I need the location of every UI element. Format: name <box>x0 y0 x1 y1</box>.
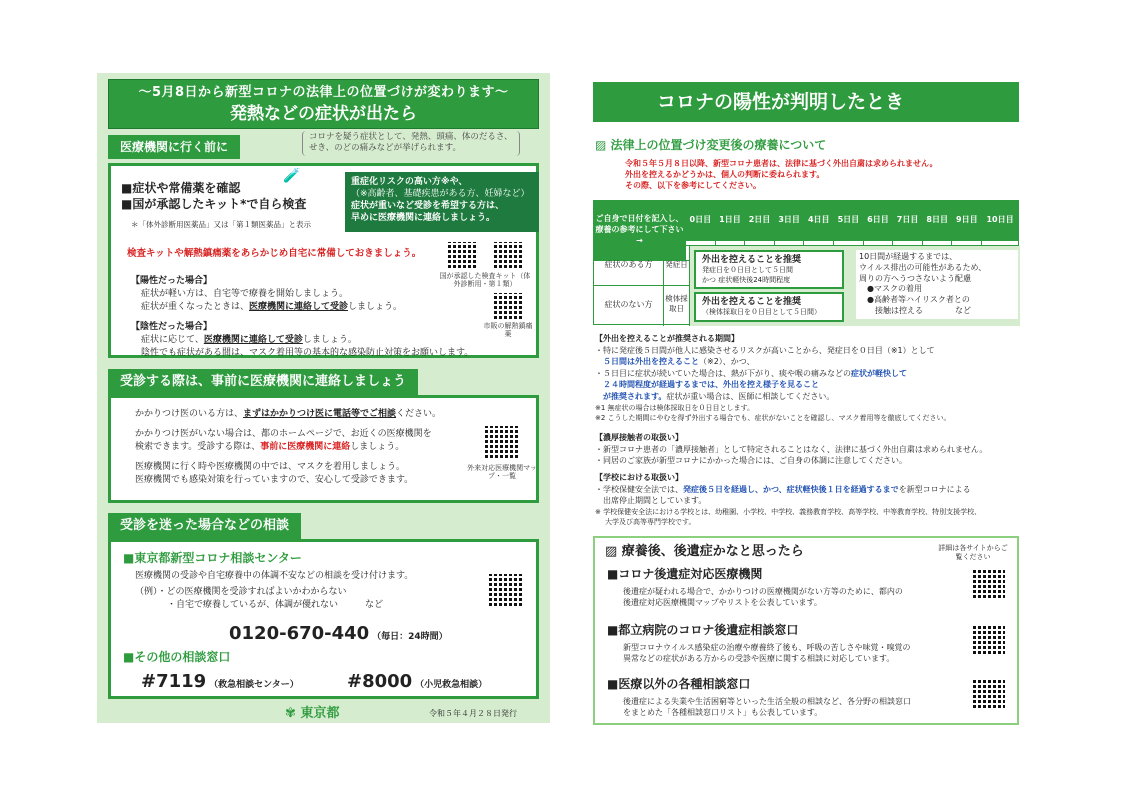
qr-code-map[interactable] <box>485 426 519 460</box>
day-10: 10日目 <box>982 201 1019 241</box>
day-6: 6日目 <box>863 201 893 241</box>
other-consult-title: ■その他の相談窓口 <box>123 650 231 664</box>
hotline-7119: #7119 （救急相談センター） <box>141 671 299 692</box>
row-symptomatic: 症状のある方 <box>594 246 664 286</box>
timeline-rows: 症状のある方 発症日 症状のない方 検体採取日 外出を控えることを推奨 発症日を０日目として５日間 かつ 症状軽快後24時間程度 外出を控えることを推奨 （検体採取日を０日目として５日間） 10日間が経過するまでは、 ウイルス排出の可能性があるため、 周りの方へうつさないよう配慮 ●マスクの着用 ●高齢者等ハイリスク者との 接触は控える など <box>593 245 1019 325</box>
table-instruction: ご自身で日付を記入し、療養の参考にして下さい→ <box>594 201 686 261</box>
arrow-symptomatic: 外出を控えることを推奨 発症日を０日目として５日間 かつ 症状軽快後24時間程度 <box>694 250 844 289</box>
consult-heading: 受診を迷った場合などの相談 <box>108 513 301 539</box>
detail-note: 詳細は各サイトからご覧ください <box>938 544 1008 562</box>
phone-number[interactable]: 0120-670-440 <box>229 623 370 644</box>
header-line2: 発熱などの症状が出たら <box>230 103 417 124</box>
qr-map-caption: 外来対応医療機関マップ・一覧 <box>467 464 537 481</box>
check-line1: ■症状や常備薬を確認 <box>121 181 241 195</box>
left-header <box>108 79 539 129</box>
consult-desc: 医療機関の受診や自宅療養中の体調不安などの相談を受け付けます。 （例）・どの医療機関を受診すればよいかわからない ・自宅で療養しているが、体調が優れない など <box>135 571 414 610</box>
qr-code-consult[interactable] <box>489 574 523 608</box>
consult-box <box>108 539 539 699</box>
post-recovery-title: ▨ 療養後、後遺症かなと思ったら <box>605 544 804 559</box>
stay-home-section: 【外出を控えることが推奨される期間】 ・特に発症後５日間が他人に感染させるリスクが高いことから、発症日を０日目（※1）として ５日間は外出を控えること（※2）、かつ、 ・５日目に症状が続いていた場合は、熱が下がり、痰や喉の痛みなどの症状が軽快して ２４時間程度が経過するまでは、外出を控え様子を見ること が推奨されます。症状が重い場合は、医師に相談してください。 ※1 無症状の場合は検体採取日を０日目とします。 ※2 こうした期間にやむを得ず外出する場合でも、症状がないことを確認し、マスク着用等を徹底してください。 <box>595 334 951 422</box>
before-visit-box <box>108 163 539 358</box>
qr-kit-caption: 国が承認した検査キット（体外診断用・第１類） <box>439 272 531 289</box>
phone-line: 0120-670-440 （毎日：24時間） <box>229 623 448 644</box>
test-kit-icon: 🧪 <box>283 168 301 184</box>
visit-text: かかりつけ医のいる方は、まずはかかりつけ医に電話等でご相談ください。 かかりつけ医がいない場合は、都のホームページで、お近くの医療機関を 検索できます。受診する際は、事前に医療機関に連絡しましょう。 医療機関に行く時や医療機関の中では、マスクを着用しましょう。 医療機関でも感染対策を行っていますので、安心して受診できます。 <box>135 409 442 485</box>
ginkgo-icon: ✾ <box>285 706 296 721</box>
right-subtitle: ▨ 法律上の位置づけ変更後の療養について <box>595 138 827 152</box>
header-line1: ～5月8日から新型コロナの法律上の位置づけが変わります～ <box>138 85 509 100</box>
tokyo-logo: ✾ 東京都 <box>285 706 340 721</box>
qr-code-kit-2[interactable] <box>494 242 522 270</box>
left-page <box>97 73 550 723</box>
day-3: 3日目 <box>774 201 804 241</box>
right-title: コロナの陽性が判明したとき <box>593 82 1019 122</box>
kit-stock-advice: 検査キットや解熱鎮痛薬をあらかじめ自宅に常備しておきましょう。 <box>127 248 422 259</box>
day-4: 4日目 <box>804 201 834 241</box>
check-note: ＊「体外診断用医薬品」又は「第１類医薬品」と表示 <box>131 220 311 229</box>
qr-code-medicine[interactable] <box>494 293 522 321</box>
before-visit-label: 医療機関に行く前に <box>108 135 240 159</box>
nonmedical-windows: ■医療以外の各種相談窓口 後遺症による失業や生活困窮等といった生活全般の相談など、各分野の相談窓口 をまとめた「各種相談窓口リスト」も公表しています。 <box>607 677 911 718</box>
right-page <box>585 82 1022 725</box>
row-asymptomatic: 症状のない方 <box>594 286 664 326</box>
qr-code-windows[interactable] <box>973 678 1005 710</box>
check-line2: ■国が承認したキット*で自ら検査 <box>121 197 307 211</box>
risk-box: 重症化リスクの高い方※や、 （※高齢者、基礎疾患がある方、妊婦など） 症状が重いなど受診を希望する方は、 早めに医療機関に連絡しましょう。 <box>345 172 539 232</box>
ten-day-advice: 10日間が経過するまでは、 ウイルス排出の可能性があるため、 周りの方へうつさないよう配慮 ●マスクの着用 ●高齢者等ハイリスク者との 接触は控える など <box>856 250 1018 319</box>
day-8: 8日目 <box>922 201 952 241</box>
positive-section: 【陽性だった場合】 症状が軽い方は、自宅等で療養を開始しましょう。 症状が重くなったときは、医療機関に連絡して受診しましょう。 <box>131 276 403 313</box>
qr-code-hospital[interactable] <box>973 624 1005 656</box>
issue-date: 令和５年４月２８日発行 <box>429 709 517 718</box>
day-9: 9日目 <box>952 201 982 241</box>
day-7: 7日目 <box>893 201 923 241</box>
visit-heading: 受診する際は、事前に医療機関に連絡しましょう <box>108 369 418 395</box>
post-recovery-box <box>593 536 1019 725</box>
qr-medicine-caption: 市販の解熱鎮痛薬 <box>483 322 533 339</box>
day-5: 5日目 <box>834 201 864 241</box>
consult-center-title: ■東京都新型コロナ相談センター <box>123 551 302 565</box>
day-0: 0日目 <box>686 201 716 241</box>
negative-section: 【陰性だった場合】 症状に応じて、医療機関に連絡して受診しましょう。 陰性でも症状がある間は、マスク着用等の基本的な感染防止対策をお願いします。 <box>131 322 474 359</box>
qr-code-kit[interactable] <box>448 242 476 270</box>
day-1: 1日目 <box>715 201 745 241</box>
visit-box <box>108 395 539 503</box>
school-section: 【学校における取扱い】 ・学校保健安全法では、発症後５日を経過し、かつ、症状軽快後１日を経過するまでを新型コロナによる 出席停止期間としています。 ※ 学校保健安全法における学校とは、幼稚園、小学校、中学校、義務教育学校、高等学校、中等教育学校、特別支援学校、 大学及び高等専門学校です。 <box>595 473 982 526</box>
close-contact-section: 【濃厚接触者の取扱い】 ・新型コロナ患者の「濃厚接触者」として特定されることはなく、法律に基づく外出自粛は求められません。 ・同居のご家族が新型コロナにかかった場合には、ご自身の体調に注意してください。 <box>595 433 988 466</box>
symptom-note: コロナを疑う症状として、発熱、頭痛、体のだるさ、 せき、のどの痛みなどが挙げられます。 <box>302 131 520 156</box>
hotline-8000: #8000 （小児救急相談） <box>347 671 488 692</box>
longcovid-clinics: ■コロナ後遺症対応医療機関 後遺症が疑われる場合で、かかりつけの医療機関がない方等のために、都内の 後遺症対応医療機関マップやリストを公表しています。 <box>607 567 903 608</box>
metro-hospital-window: ■都立病院のコロナ後遺症相談窓口 新型コロナウイルス感染症の治療や療養終了後も、呼吸の苦しさや味覚・嗅覚の 異常などの症状がある方からの受診や医療に関する相談に対応しています。 <box>607 623 911 664</box>
arrow-asymptomatic: 外出を控えることを推奨 （検体採取日を０日目として５日間） <box>694 292 844 322</box>
qr-code-clinics[interactable] <box>973 568 1005 600</box>
legal-change-notice: 令和５年５月８日以降、新型コロナ患者は、法律に基づく外出自粛は求められません。 外出を控えるかどうかは、個人の判断に委ねられます。 その際、以下を参考にしてください。 <box>625 159 938 191</box>
day-2: 2日目 <box>745 201 775 241</box>
